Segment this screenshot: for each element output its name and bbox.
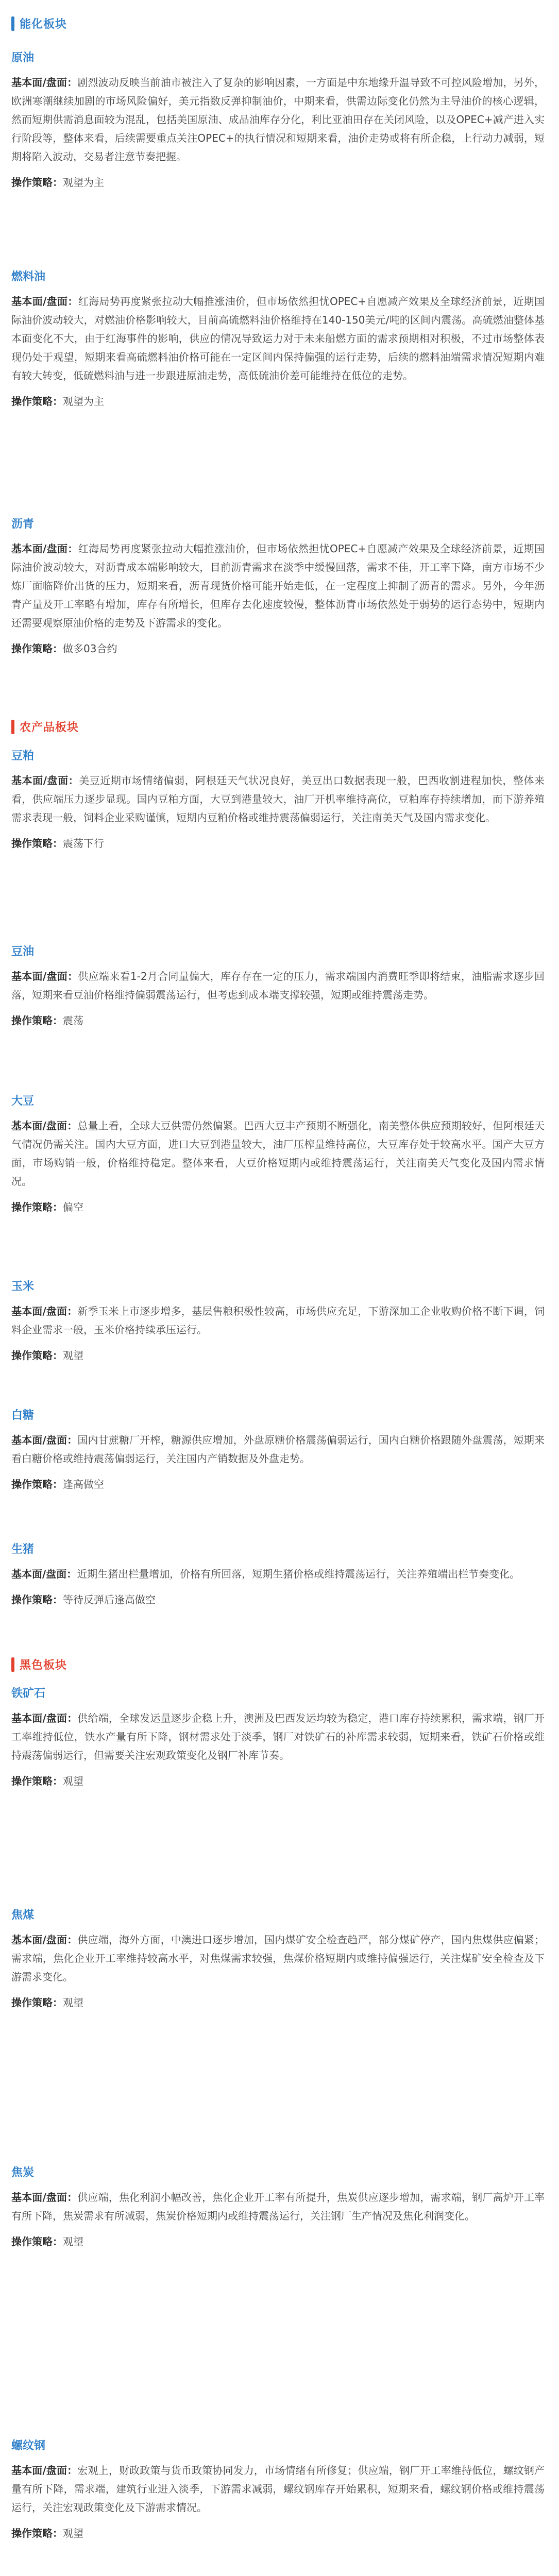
item-basis	[11, 539, 545, 632]
sector-header-black	[11, 1656, 67, 1672]
advice-label: 操作策略：	[11, 176, 63, 189]
basis-label: 基本面/盘面：	[11, 76, 78, 89]
basis-label: 基本面/盘面：	[11, 1305, 78, 1317]
item-name: 生猪	[11, 1543, 35, 1556]
item-advice	[11, 392, 545, 411]
item-name: 铁矿石	[11, 1687, 46, 1700]
advice-label: 操作策略：	[11, 2235, 63, 2248]
item-advice	[11, 1772, 545, 1790]
item-iron-ore	[11, 1685, 545, 1790]
sector-accent	[11, 16, 14, 31]
advice-text: 观望	[63, 2527, 83, 2539]
item-basis	[11, 2461, 545, 2517]
item-advice	[11, 1475, 545, 1494]
item-advice	[11, 1590, 545, 1609]
item-name: 豆粕	[11, 750, 35, 762]
item-basis	[11, 1709, 545, 1765]
basis-text: 供应端来看1-2月合同量偏大，库存存在一定的压力，需求端国内消费旺季即将结束，油脂需求逐步回落，短期来看豆油价格维持偏弱震荡运行，但考虑到成本端支撑较强，短期或维持震荡走势。	[11, 970, 545, 1001]
basis-label: 基本面/盘面：	[11, 1120, 78, 1132]
item-advice	[11, 1198, 545, 1216]
item-basis	[11, 1116, 545, 1191]
item-name: 大豆	[11, 1095, 35, 1108]
item-soybean	[11, 1092, 545, 1216]
item-hog	[11, 1540, 545, 1609]
item-coking-coal	[11, 1906, 545, 2012]
advice-label: 操作策略：	[11, 2527, 63, 2539]
basis-text: 供应端，焦化利润小幅改善，焦化企业开工率有所提升，焦炭供应逐步增加，需求端，钢厂高炉开工率有所下降，焦炭需求有所减弱，焦炭价格短期内或维持震荡运行，关注钢厂生产情况及焦化利润变化。	[11, 2191, 545, 2222]
sector-title: 黑色板块	[20, 1659, 67, 1672]
basis-label: 基本面/盘面：	[11, 1934, 78, 1946]
item-basis	[11, 1302, 545, 1339]
advice-text: 观望	[63, 1775, 83, 1787]
advice-label: 操作策略：	[11, 642, 63, 655]
item-advice	[11, 2524, 545, 2543]
item-basis	[11, 1565, 545, 1583]
advice-label: 操作策略：	[11, 395, 63, 408]
item-name: 燃料油	[11, 270, 46, 283]
item-coke	[11, 2164, 545, 2251]
advice-text: 做多03合约	[63, 642, 117, 655]
item-fuel-oil	[11, 268, 545, 411]
item-basis	[11, 1431, 545, 1468]
advice-label: 操作策略：	[11, 1349, 63, 1362]
item-advice	[11, 1346, 545, 1365]
advice-label: 操作策略：	[11, 1201, 63, 1213]
item-soyoil	[11, 943, 545, 1030]
advice-text: 观望	[63, 1996, 83, 2009]
advice-label: 操作策略：	[11, 837, 63, 850]
basis-text: 宏观上，财政政策与货币政策协同发力，市场情绪有所修复；供应端，钢厂开工率维持低位，螺纹钢产量有所下降，需求端，建筑行业进入淡季，下游需求减弱，螺纹钢库存开始累积，短期来看，螺纹钢价格或维持震荡运行，关注宏观政策变化及下游需求情况。	[11, 2464, 545, 2514]
item-advice	[11, 1011, 545, 1030]
item-basis	[11, 73, 545, 166]
basis-label: 基本面/盘面：	[11, 774, 79, 787]
basis-label: 基本面/盘面：	[11, 1434, 78, 1446]
item-name: 原油	[11, 52, 35, 64]
basis-text: 供给端，全球发运量逐步企稳上升，澳洲及巴西发运均较为稳定，港口库存持续累积，需求端，钢厂开工率维持低位，铁水产量有所下降，钢材需求处于淡季，钢厂对铁矿石的补库需求较弱，短期来看，铁矿石价格或维持震荡偏弱运行，但需要关注宏观政策变化及钢厂补库节奏。	[11, 1712, 545, 1761]
advice-label: 操作策略：	[11, 1594, 63, 1606]
advice-label: 操作策略：	[11, 1478, 63, 1490]
item-asphalt	[11, 515, 545, 658]
advice-text: 震荡下行	[63, 837, 104, 850]
basis-label: 基本面/盘面：	[11, 2464, 78, 2477]
advice-text: 观望为主	[63, 395, 104, 408]
basis-text: 剧烈波动反映当前油市被注入了复杂的影响因素，一方面是中东地缘升温导致不可控风险增加，另外，欧洲寒潮继续加剧的市场风险偏好，美元指数反弹抑制油价，中期来看，供需边际变化仍然为主导油价的核心逻辑，然而短期供需消息面较为混乱，包括美国原油、成品油库存分化，利比亚油田存在关闭风险，以及OPEC+减产进入实行阶段等，整体来看，后续需要重点关注OPEC+的执行情况和短期来看，油价走势或将有所企稳，上行动力减弱，短期将陷入波动，交易者注意节奏把握。	[11, 76, 545, 163]
basis-label: 基本面/盘面：	[11, 543, 78, 555]
item-advice	[11, 1993, 545, 2012]
item-advice	[11, 2232, 545, 2251]
basis-text: 红海局势再度紧张拉动大幅推涨油价，但市场依然担忧OPEC+自愿减产效果及全球经济前景，近期国际油价波动较大，对沥青成本端影响较大，目前沥青需求在淡季中缓慢回落，需求不佳，开工率下降，南方市场不少炼厂面临降价出货的压力，短期来看，沥青现货价格可能开始走低，在一定程度上抑制了沥青的需求。另外，今年沥青产量及开工率略有增加，库存有所增长，但库存去化速度较慢，整体沥青市场依然处于弱势的运行态势中，短期内还需要观察原油价格的走势及下游需求的变化。	[11, 543, 545, 629]
basis-label: 基本面/盘面：	[11, 1568, 77, 1580]
item-soymeal	[11, 747, 545, 853]
item-crude-oil	[11, 49, 545, 192]
advice-text: 偏空	[63, 1201, 83, 1213]
sector-header-energy	[11, 15, 67, 31]
item-basis	[11, 2188, 545, 2225]
item-basis	[11, 967, 545, 1004]
advice-text: 观望为主	[63, 176, 104, 189]
basis-label: 基本面/盘面：	[11, 970, 78, 982]
sector-accent	[11, 1657, 14, 1672]
sector-header-agri	[11, 719, 79, 735]
basis-text: 红海局势再度紧张拉动大幅推涨油价，但市场依然担忧OPEC+自愿减产效果及全球经济前景，近期国际油价波动较大，对燃油价格影响较大，目前高硫燃料油价格维持在140-150美元/吨的区间内震荡。高硫燃油整体基本面变化不大，由于红海事件的影响，供应的情况导致运力对于未来船燃方面的需求预期相对积极，不过市场整体表现仍处于观望，短期来看高硫燃料油价格可能在一定区间内保持偏强的运行走势，后续的燃料油端需求情况短期内难有较大转变，低硫燃料油与进一步跟进原油走势，高低硫油价差可能维持在低位的走势。	[11, 295, 545, 382]
basis-label: 基本面/盘面：	[11, 2191, 78, 2204]
item-name: 沥青	[11, 518, 35, 531]
sector-title: 能化板块	[20, 18, 67, 31]
item-name: 玉米	[11, 1280, 35, 1293]
item-advice	[11, 834, 545, 853]
item-advice	[11, 173, 545, 192]
sector-title: 农产品板块	[20, 721, 79, 734]
basis-label: 基本面/盘面：	[11, 295, 78, 308]
basis-text: 国内甘蔗糖厂开榨，糖源供应增加，外盘原糖价格震荡偏弱运行，国内白糖价格跟随外盘震荡，短期来看白糖价格或维持震荡偏弱运行，关注国内产销数据及外盘走势。	[11, 1434, 545, 1465]
sector-accent	[11, 720, 14, 734]
advice-label: 操作策略：	[11, 1996, 63, 2009]
basis-text: 近期生猪出栏量增加，价格有所回落，短期生猪价格或维持震荡运行，关注养殖端出栏节奏变化。	[77, 1568, 520, 1580]
item-name: 焦煤	[11, 1909, 35, 1922]
item-corn	[11, 1278, 545, 1365]
advice-text: 观望	[63, 1349, 83, 1362]
advice-text: 观望	[63, 2235, 83, 2248]
basis-text: 新季玉米上市逐步增多，基层售粮积极性较高，市场供应充足，下游深加工企业收购价格不断下调，饲料企业需求一般，玉米价格持续承压运行。	[11, 1305, 545, 1336]
item-name: 豆油	[11, 945, 35, 958]
item-basis	[11, 771, 545, 827]
item-sugar	[11, 1406, 545, 1494]
item-basis	[11, 292, 545, 385]
advice-text: 震荡	[63, 1014, 83, 1027]
item-name: 白糖	[11, 1409, 35, 1422]
item-advice	[11, 639, 545, 658]
advice-text: 逢高做空	[63, 1478, 104, 1490]
basis-label: 基本面/盘面：	[11, 1712, 78, 1724]
advice-label: 操作策略：	[11, 1014, 63, 1027]
basis-text: 美豆近期市场情绪偏弱，阿根廷天气状况良好，美豆出口数据表现一般，巴西收割进程加快，整体来看，供应端压力逐步显现。国内豆粕方面，大豆到港量较大，油厂开机率维持高位，豆粕库存持续增加，而下游养殖需求表现一般，饲料企业采购谨慎，短期内豆粕价格或维持震荡偏弱运行，关注南美天气及国内需求变化。	[11, 774, 545, 824]
item-basis	[11, 1930, 545, 1986]
advice-text: 等待反弹后逢高做空	[63, 1594, 156, 1606]
item-name: 螺纹钢	[11, 2439, 46, 2452]
basis-text: 供应端，海外方面，中澳进口逐步增加，国内煤矿安全检查趋严，部分煤矿停产，国内焦煤供应偏紧；需求端，焦化企业开工率维持较高水平，对焦煤需求较强，焦煤价格短期内或维持偏强运行，关注煤矿安全检查及下游需求变化。	[11, 1934, 545, 1983]
item-rebar	[11, 2437, 545, 2543]
basis-text: 总量上看，全球大豆供需仍然偏紧。巴西大豆丰产预期不断强化，南美整体供应预期较好，但阿根廷天气情况仍需关注。国内大豆方面，进口大豆到港量较大，油厂压榨量维持高位，大豆库存处于较高水平。国产大豆方面，市场购销一般，价格维持稳定。整体来看，大豆价格短期内或维持震荡运行，关注南美天气变化及国内需求情况。	[11, 1120, 545, 1188]
advice-label: 操作策略：	[11, 1775, 63, 1787]
item-name: 焦炭	[11, 2166, 35, 2179]
